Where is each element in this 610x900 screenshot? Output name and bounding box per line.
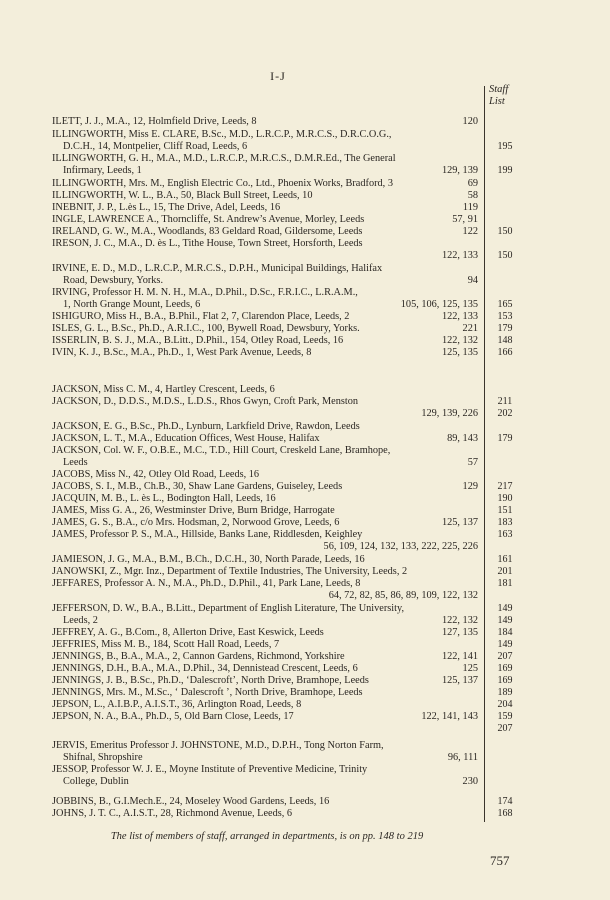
staff-list-page: 165: [497, 299, 513, 310]
entry-line: [52, 190, 482, 202]
directory-entry: [52, 323, 482, 335]
entry-page-refs: 57: [467, 457, 478, 469]
entry-text: JENNINGS, B., B.A., M.A., 2, Cannon Gardens, Richmond, Yorkshire: [52, 651, 345, 662]
entry-text: IRVING, Professor H. M. N. H., M.A., D.Phil., D.Sc., F.R.I.C., L.R.A.M.,: [52, 287, 358, 298]
directory-entry: [52, 190, 482, 202]
directory-entry: [52, 639, 482, 651]
entry-text: JOBBINS, B., G.I.Mech.E., 24, Moseley Wood Gardens, Leeds, 16: [52, 796, 330, 807]
staff-list-page: 179: [497, 323, 513, 334]
entry-line: [52, 396, 482, 408]
entry-page-refs: 56, 109, 124, 132, 133, 222, 225, 226: [323, 541, 478, 553]
directory-entry: [52, 740, 482, 765]
entry-line: [52, 603, 482, 615]
directory-entry: [52, 238, 482, 263]
directory-entry: [52, 287, 482, 312]
directory-entry: [52, 517, 482, 529]
directory-entry: [52, 202, 482, 214]
entry-page-refs: 96, 111: [447, 752, 478, 764]
entry-line: [52, 299, 482, 311]
staff-list-page: 169: [497, 675, 513, 686]
staff-list-page: 166: [497, 347, 513, 358]
entry-line: [52, 529, 482, 541]
entry-line: [52, 421, 482, 433]
entry-page-refs: 122, 132: [441, 335, 478, 346]
directory-entry: [52, 699, 482, 711]
entry-text: JACQUIN, M. B., L. ès L., Bodington Hall, Leeds, 16: [52, 493, 276, 504]
entry-line: [52, 275, 482, 287]
staff-list-page: 207: [497, 651, 513, 662]
directory-entry: [52, 433, 482, 445]
entry-text: JENNINGS, J. B., B.Sc., Ph.D., ‘Dalescroft’, North Drive, Bramhope, Leeds: [52, 675, 369, 686]
entry-text: ILLINGWORTH, Miss E. CLARE, B.Sc., M.D., L.R.C.P., M.R.C.S., D.R.C.O.G.,: [52, 129, 392, 140]
entry-line: [52, 687, 482, 699]
entry-text: JEFFARES, Professor A. N., M.A., Ph.D., D.Phil., 41, Park Lane, Leeds, 8: [52, 578, 361, 589]
entry-line: [52, 445, 482, 457]
entry-line: [52, 615, 482, 627]
entry-text: JEFFERSON, D. W., B.A., B.Litt., Department of English Literature, The University,: [52, 603, 405, 614]
entry-line: [52, 214, 482, 226]
entry-line: [52, 808, 482, 820]
staff-list-page: 174: [497, 796, 513, 807]
entry-text: JENNINGS, D.H., B.A., M.A., D.Phil., 34, Dennistead Crescent, Leeds, 6: [52, 663, 358, 674]
entry-text: Leeds: [63, 457, 88, 469]
entry-text: JEFFRIES, Miss M. B., 184, Scott Hall Road, Leeds, 7: [52, 639, 280, 650]
directory-entry: [52, 311, 482, 323]
entry-line: [52, 433, 482, 445]
entry-page-refs: 105, 106, 125, 135: [400, 299, 478, 311]
entry-page-refs: 122, 133: [441, 250, 478, 262]
entry-line: [52, 202, 482, 214]
entry-line: [52, 627, 482, 639]
entry-line: [52, 408, 482, 420]
directory-entry: [52, 711, 482, 723]
entry-page-refs: 94: [467, 275, 478, 287]
entry-page-refs: 122, 141, 143: [421, 711, 478, 722]
entry-page-refs: 221: [462, 323, 478, 334]
entry-line: [52, 311, 482, 323]
entry-line: [52, 347, 482, 359]
entry-text: 1, North Grange Mount, Leeds, 6: [63, 299, 201, 311]
staff-list-page: 149: [497, 615, 513, 626]
entry-page-refs: 122, 132: [441, 615, 478, 627]
entry-page-refs: 129, 139, 226: [421, 408, 478, 420]
staff-list-page: 207: [497, 723, 513, 734]
staff-list-page: 201: [497, 566, 513, 577]
entry-page-refs: 119: [462, 202, 478, 213]
entry-text: College, Dublin: [63, 776, 129, 788]
staff-list-page: 211: [497, 396, 513, 407]
entry-text: Road, Dewsbury, Yorks.: [63, 275, 164, 287]
staff-list-page: 184: [497, 627, 513, 638]
entry-page-refs: 129: [462, 481, 478, 492]
directory-entry: [52, 554, 482, 566]
entry-text: INGLE, LAWRENCE A., Thorncliffe, St. Andrew’s Avenue, Morley, Leeds: [52, 214, 365, 225]
entry-line: [52, 711, 482, 723]
directory-entry: [52, 505, 482, 517]
staff-list-page: 204: [497, 699, 513, 710]
directory-entry: [52, 603, 482, 628]
directory-entry: [52, 129, 482, 154]
staff-list-page: 148: [497, 335, 513, 346]
page-heading: I-J: [270, 69, 286, 83]
entry-page-refs: 127, 135: [441, 627, 478, 638]
entry-text: JEFFREY, A. G., B.Com., 8, Allerton Drive, East Keswick, Leeds: [52, 627, 324, 638]
entry-text: ILLINGWORTH, Mrs. M., English Electric Co., Ltd., Phoenix Works, Bradford, 3: [52, 178, 393, 189]
staff-list-page: 163: [497, 529, 513, 540]
entry-line: [52, 590, 482, 602]
entry-text: JACKSON, Miss C. M., 4, Hartley Crescent, Leeds, 6: [52, 384, 275, 395]
staff-list-page: 161: [497, 554, 513, 565]
directory-entry: [52, 687, 482, 699]
directory-entry: [52, 651, 482, 663]
entry-text: JACKSON, D., D.D.S., M.D.S., L.D.S., Rhos Gwyn, Croft Park, Menston: [52, 396, 359, 407]
directory-entry: [52, 421, 482, 433]
entry-line: [52, 165, 482, 177]
entry-page-refs: 69: [467, 178, 478, 189]
directory-entry: [52, 226, 482, 238]
entry-line: [52, 541, 482, 553]
entry-line: [52, 776, 482, 788]
entry-line: [52, 740, 482, 752]
entry-line: [52, 481, 482, 493]
entry-line: [52, 554, 482, 566]
entry-line: [52, 764, 482, 776]
entry-text: D.C.H., 14, Montpelier, Cliff Road, Leeds, 6: [63, 141, 248, 153]
directory-entry: [52, 493, 482, 505]
entry-line: [52, 457, 482, 469]
entry-text: Leeds, 2: [63, 615, 98, 627]
staff-list-page: 151: [497, 505, 513, 516]
staff-list-page: 189: [497, 687, 513, 698]
directory-entry: [52, 396, 482, 421]
entry-text: ISHIGURO, Miss H., B.A., B.Phil., Flat 2, 7, Clarendon Place, Leeds, 2: [52, 311, 350, 322]
entry-page-refs: 58: [467, 190, 478, 201]
entry-page-refs: 129, 139: [441, 165, 478, 177]
entry-line: [52, 250, 482, 262]
entry-text: INEBNIT, J. P., L.ès L., 15, The Drive, Adel, Leeds, 16: [52, 202, 281, 213]
entry-line: [52, 384, 482, 396]
entry-line: [52, 116, 482, 128]
directory-entry: [52, 153, 482, 178]
directory-entry: [52, 529, 482, 554]
entry-text: JOHNS, J. T. C., A.I.S.T., 28, Richmond Avenue, Leeds, 6: [52, 808, 293, 819]
entry-text: IVIN, K. J., B.Sc., M.A., Ph.D., 1, West Park Avenue, Leeds, 8: [52, 347, 312, 358]
entry-text: JACOBS, Miss N., 42, Otley Old Road, Leeds, 16: [52, 469, 260, 480]
staff-list-page: 159: [497, 711, 513, 722]
staff-header-line: List: [489, 96, 505, 107]
entry-line: [52, 505, 482, 517]
entry-line: [52, 263, 482, 275]
entry-text: ILLINGWORTH, G. H., M.A., M.D., L.R.C.P., M.R.C.S., D.M.R.Ed., The General: [52, 153, 396, 164]
directory-entry: [52, 178, 482, 190]
entry-page-refs: 57, 91: [452, 214, 478, 225]
staff-list-page: 150: [497, 250, 513, 261]
directory-entry: [52, 116, 482, 128]
staff-list-page: 150: [497, 226, 513, 237]
directory-entry: [52, 578, 482, 603]
directory-entry: [52, 675, 482, 687]
staff-list-page: 168: [497, 808, 513, 819]
staff-list-page: 199: [497, 165, 513, 176]
entry-page-refs: 125, 137: [441, 675, 478, 686]
entry-text: JAMES, G. S., B.A., c/o Mrs. Hodsman, 2, Norwood Grove, Leeds, 6: [52, 517, 340, 528]
directory-entry: [52, 764, 482, 789]
entry-text: JACKSON, L. T., M.A., Education Offices, West House, Halifax: [52, 433, 320, 444]
staff-list-page: 202: [497, 408, 513, 419]
entry-line: [52, 796, 482, 808]
entry-page-refs: 122, 141: [441, 651, 478, 662]
staff-list-header: [489, 84, 508, 108]
directory-entry: [52, 384, 482, 396]
entry-text: ILLINGWORTH, W. L., B.A., 50, Black Bull Street, Leeds, 10: [52, 190, 313, 201]
entry-line: [52, 651, 482, 663]
entry-text: ISLES, G. L., B.Sc., Ph.D., A.R.I.C., 100, Bywell Road, Dewsbury, Yorks.: [52, 323, 360, 334]
directory-entry: [52, 214, 482, 226]
entry-text: JEPSON, L., A.I.B.P., A.I.S.T., 36, Arlington Road, Leeds, 8: [52, 699, 302, 710]
entry-text: IRELAND, G. W., M.A., Woodlands, 83 Geldard Road, Gildersome, Leeds: [52, 226, 363, 237]
directory-entry: [52, 335, 482, 347]
entry-text: JAMIESON, J. G., M.A., B.M., B.Ch., D.C.H., 30, North Parade, Leeds, 16: [52, 554, 365, 565]
staff-list-page: 195: [497, 141, 513, 152]
entry-line: [52, 493, 482, 505]
entry-text: JACKSON, Col. W. F., O.B.E., M.C., T.D., Hill Court, Creskeld Lane, Bramhope,: [52, 445, 391, 456]
entry-line: [52, 153, 482, 165]
directory-entry: [52, 627, 482, 639]
entry-text: IRVINE, E. D., M.D., L.R.C.P., M.R.C.S., D.P.H., Municipal Buildings, Halifax: [52, 263, 383, 274]
staff-list-page: 190: [497, 493, 513, 504]
entry-text: Infirmary, Leeds, 1: [63, 165, 142, 177]
entry-page-refs: 125: [462, 663, 478, 674]
entry-text: JEPSON, N. A., B.A., Ph.D., 5, Old Barn Close, Leeds, 17: [52, 711, 294, 722]
column-divider: [484, 86, 485, 822]
staff-list-page: 169: [497, 663, 513, 674]
entry-line: [52, 323, 482, 335]
directory-entry: [52, 796, 482, 808]
entry-line: [52, 335, 482, 347]
directory-entry: [52, 469, 482, 481]
entry-text: ILETT, J. J., M.A., 12, Holmfield Drive, Leeds, 8: [52, 116, 257, 127]
entry-text: JAMES, Professor P. S., M.A., Hillside, Banks Lane, Riddlesden, Keighley: [52, 529, 363, 540]
entry-page-refs: 122, 133: [441, 311, 478, 322]
entry-text: JESSOP, Professor W. J. E., Moyne Institute of Preventive Medicine, Trinity: [52, 764, 368, 775]
entry-line: [52, 238, 482, 250]
entry-line: [52, 178, 482, 190]
entry-line: [52, 663, 482, 675]
entry-line: [52, 469, 482, 481]
staff-header-line: Staff: [489, 84, 509, 95]
entry-page-refs: 230: [462, 776, 478, 788]
entry-line: [52, 517, 482, 529]
entry-text: JENNINGS, Mrs. M., M.Sc., ‘ Dalescroft ’, North Drive, Bramhope, Leeds: [52, 687, 363, 698]
entry-line: [52, 129, 482, 141]
entry-text: ISSERLIN, B. S. J., M.A., B.Litt., D.Phil., 154, Otley Road, Leeds, 16: [52, 335, 344, 346]
entry-line: [52, 699, 482, 711]
entry-line: [52, 578, 482, 590]
entry-text: JERVIS, Emeritus Professor J. JOHNSTONE, M.D., D.P.H., Tong Norton Farm,: [52, 740, 384, 751]
entry-text: IRESON, J. C., M.A., D. ès L., Tithe House, Town Street, Horsforth, Leeds: [52, 238, 363, 249]
entry-line: [52, 639, 482, 651]
directory-entry: [52, 263, 482, 288]
staff-list-page: 149: [497, 603, 513, 614]
directory-entry: [52, 663, 482, 675]
entry-line: [52, 752, 482, 764]
entry-page-refs: 122: [462, 226, 478, 237]
entry-text: JAMES, Miss G. A., 26, Westminster Drive, Burn Bridge, Harrogate: [52, 505, 335, 516]
entry-page-refs: 64, 72, 82, 85, 86, 89, 109, 122, 132: [328, 590, 478, 602]
directory-entry: [52, 566, 482, 578]
entry-text: Shifnal, Shropshire: [63, 752, 143, 764]
entry-page-refs: 120: [462, 116, 478, 127]
directory-entry: [52, 808, 482, 820]
entry-page-refs: 89, 143: [447, 433, 478, 444]
staff-list-page: 183: [497, 517, 513, 528]
footer-note: The list of members of staff, arranged in departments, is on pp. 148 to 219: [110, 831, 424, 842]
staff-list-page: 149: [497, 639, 513, 650]
staff-list-page: 181: [497, 578, 513, 589]
entry-line: [52, 141, 482, 153]
entry-line: [52, 675, 482, 687]
directory-entry: [52, 347, 482, 359]
staff-list-page: 179: [497, 433, 513, 444]
staff-list-page: 217: [497, 481, 513, 492]
directory-entry: [52, 445, 482, 470]
directory-entry: [52, 481, 482, 493]
entry-line: [52, 287, 482, 299]
page-number: 757: [490, 853, 510, 868]
entry-line: [52, 226, 482, 238]
entry-page-refs: 125, 137: [441, 517, 478, 528]
staff-list-page: 153: [497, 311, 513, 322]
entry-page-refs: 125, 135: [441, 347, 478, 358]
entry-text: JACOBS, S. I., M.B., Ch.B., 30, Shaw Lane Gardens, Guiseley, Leeds: [52, 481, 343, 492]
entry-text: JANOWSKI, Z., Mgr. Inz., Department of Textile Industries, The University, Leeds, 2: [52, 566, 408, 577]
entry-text: JACKSON, E. G., B.Sc., Ph.D., Lynburn, Larkfield Drive, Rawdon, Leeds: [52, 421, 360, 432]
entry-line: [52, 566, 482, 578]
